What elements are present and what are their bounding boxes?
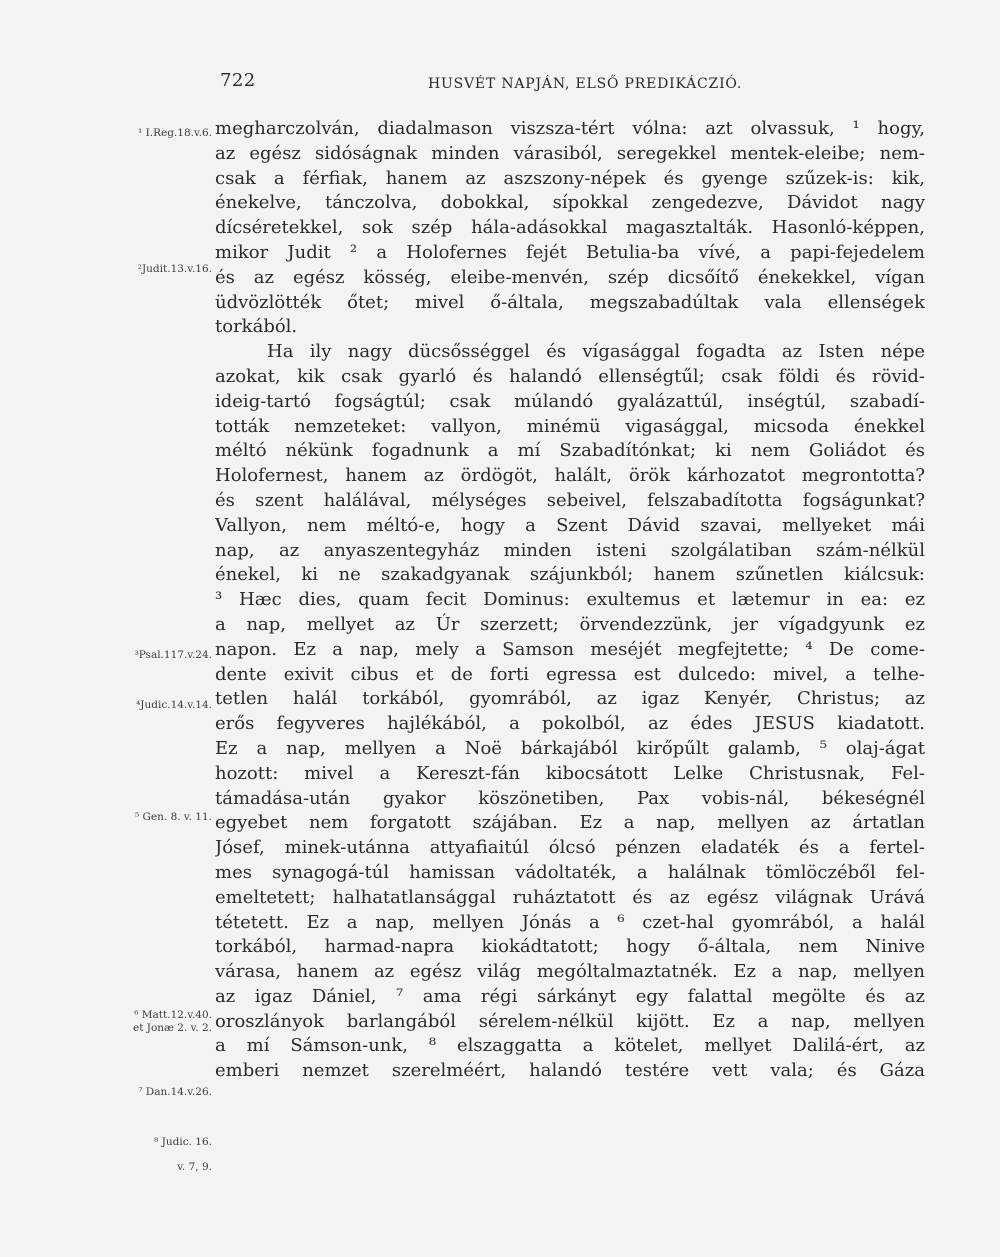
text-line: Ez a nap, mellyen a Noë bárkajából kirőpűlt galamb, ⁵ olaj-ágat xyxy=(215,737,925,759)
text-line: tották nemzeteket: vallyon, minémü vigasággal, micsoda énekkel xyxy=(215,415,925,437)
text-line: emeltetett; halhatatlansággal ruháztatott és az egész világnak Urává xyxy=(215,886,925,908)
text-line: erős fegyveres hajlékából, a pokolból, az édes JESUS kiadatott. xyxy=(215,713,925,735)
text-line: csak a férfiak, hanem az aszszony-népek és gyenge szűzek-is: kik, xyxy=(215,167,925,189)
text-line: várasa, hanem az egész világ mególtalmaztatnék. Ez a nap, mellyen xyxy=(215,961,925,983)
text-line: Holofernest, hanem az ördögöt, halált, örök kárhozatot megrontotta? xyxy=(215,465,925,487)
text-line: ³ Hæc dies, quam fecit Dominus: exultemus et lætemur in ea: ez xyxy=(215,589,925,611)
margin-ref-3: ³Psal.117.v.24. xyxy=(134,649,212,661)
margin-ref-8: ⁸ Judic. 16. xyxy=(154,1136,212,1148)
margin-ref-6-continued: et Jonæ 2. v. 2. xyxy=(132,1022,212,1034)
text-line: emberi nemzet szerelméért, halandó testére vett vala; és Gáza xyxy=(215,1060,925,1082)
text-line: dícséretekkel, sok szép hála-adásokkal magasztalták. Hasonló-képpen, xyxy=(215,217,925,239)
text-line: nap, az anyaszentegyház minden isteni szolgálatiban szám-nélkül xyxy=(215,539,925,561)
text-line: az egész sidóságnak minden várasiból, seregekkel mentek-eleibe; nem- xyxy=(215,142,925,164)
page-number: 722 xyxy=(220,70,256,91)
margin-ref-1: ¹ I.Reg.18.v.6. xyxy=(138,127,212,139)
text-line: méltó nékünk fogadnunk a mí Szabadítónkat; ki nem Goliádot és xyxy=(215,440,925,462)
text-line: dente exivit cibus et de forti egressa est dulcedo: mivel, a telhe- xyxy=(215,663,925,685)
text-line: torkából. xyxy=(215,316,298,338)
text-line: tetlen halál torkából, gyomrából, az igaz Kenyér, Christus; az xyxy=(215,688,925,710)
text-line: Vallyon, nem méltó-e, hogy a Szent Dávid szavai, mellyeket mái xyxy=(215,514,925,536)
text-line: mes synagogá-túl hamissan vádoltaték, a halálnak tömlöczéből fel- xyxy=(215,861,925,883)
text-line: üdvözlötték őtet; mivel ő-általa, megszabadúltak vala ellenségek xyxy=(215,291,925,313)
text-line: mikor Judit ² a Holofernes fejét Betulia-ba vívé, a papi-fejedelem xyxy=(215,241,925,263)
margin-references xyxy=(0,0,212,1257)
text-line: torkából, harmad-napra kiokádtatott; hogy ő-általa, nem Ninive xyxy=(215,936,925,958)
text-line: hozott: mivel a Kereszt-fán kibocsátott Lelke Christusnak, Fel- xyxy=(215,762,925,784)
text-line: egyebet nem forgatott szájában. Ez a nap, mellyen az ártatlan xyxy=(215,812,925,834)
text-line: napon. Ez a nap, mely a Samson meséjét megfejtette; ⁴ De come- xyxy=(215,638,925,660)
text-line: és az egész kösség, eleibe-menvén, szép dicsőítő énekekkel, vígan xyxy=(215,266,925,288)
margin-ref-2: ²Judit.13.v.16. xyxy=(137,263,212,275)
text-line: a mí Sámson-unk, ⁸ elszaggatta a kötelet, mellyet Dalilá-ért, az xyxy=(215,1035,925,1057)
margin-ref-8-continued: v. 7, 9. xyxy=(177,1161,212,1173)
running-title: HUSVÉT NAPJÁN, ELSŐ PREDIKÁCZIÓ. xyxy=(428,76,743,92)
text-line: énekel, ki ne szakadgyanak szájunkból; hanem szűnetlen kiálcsuk: xyxy=(215,564,925,586)
text-line: Jósef, minek-utánna attyafiaitúl ólcsó pénzen eladaték és a fertel- xyxy=(215,837,925,859)
text-line: támadása-után gyakor köszönetiben, Pax vobis-nál, békeségnél xyxy=(215,787,925,809)
text-line: énekelve, tánczolva, dobokkal, sípokkal zengedezve, Dávidot nagy xyxy=(215,192,925,214)
text-line: megharczolván, diadalmason viszsza-tért vólna: azt olvassuk, ¹ hogy, xyxy=(215,118,925,139)
text-line: és szent halálával, mélységes sebeivel, felszabadította fogságunkat? xyxy=(215,489,925,511)
margin-ref-7: ⁷ Dan.14.v.26. xyxy=(138,1086,212,1098)
text-line: ideig-tartó fogságtúl; csak múlandó gyalázattúl, inségtúl, szabadí- xyxy=(215,390,925,412)
margin-ref-4: ⁴Judic.14.v.14. xyxy=(136,699,212,711)
margin-ref-5: ⁵ Gen. 8. v. 11. xyxy=(134,811,212,823)
text-line: az igaz Dániel, ⁷ ama régi sárkányt egy falattal megölte és az xyxy=(215,985,925,1007)
paragraph-start-line: Ha ily nagy dücsősséggel és vígasággal fogadta az Isten népe xyxy=(267,341,925,363)
text-line: oroszlányok barlangából sérelem-nélkül kijött. Ez a nap, mellyen xyxy=(215,1010,925,1032)
text-line: tétetett. Ez a nap, mellyen Jónás a ⁶ czet-hal gyomrából, a halál xyxy=(215,911,925,933)
margin-ref-6: ⁶ Matt.12.v.40. xyxy=(134,1009,212,1021)
sermon-text xyxy=(215,117,925,1084)
text-line: a nap, mellyet az Úr szerzett; örvendezzünk, jer vígadgyunk ez xyxy=(215,613,925,635)
text-line: azokat, kik csak gyarló és halandó ellenségtűl; csak földi és rövid- xyxy=(215,365,925,387)
